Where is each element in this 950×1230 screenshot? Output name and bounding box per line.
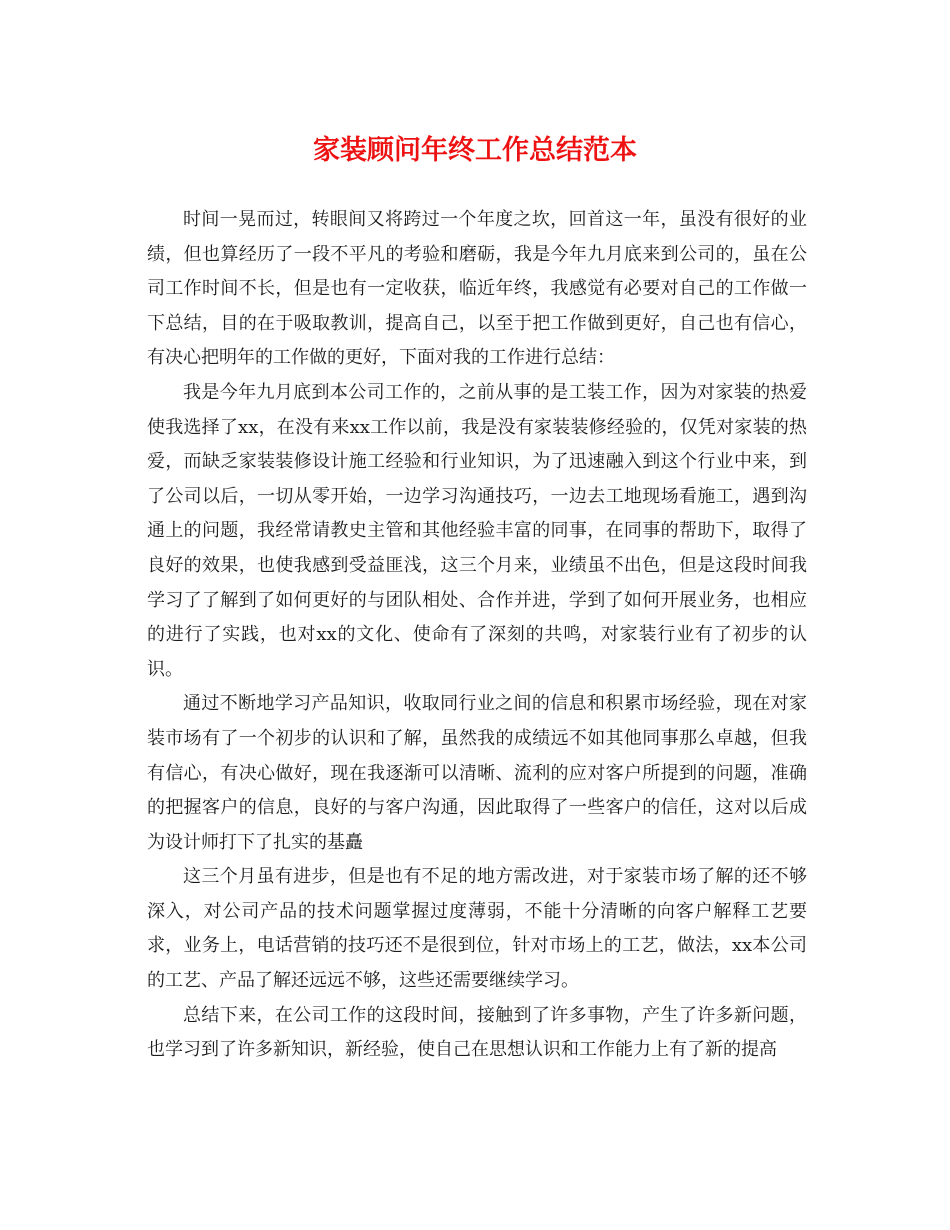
paragraph-3: 通过不断地学习产品知识，收取同行业之间的信息和积累市场经验，现在对家装市场有了一个初步的认识和了解，虽然我的成绩远不如其他同事那么卓越，但我有信心，有决心做好，现在我逐渐可以清晰、流利的应对客户所提到的问题，准确的把握客户的信息，良好的与客户沟通，因此取得了一些客户的信任，这对以后成为设计师打下了扎实的基矗 [147,693,807,853]
document-title: 家装顾问年终工作总结范本 [313,135,637,166]
paragraph-4: 这三个月虽有进步，但是也有不足的地方需改进，对于家装市场了解的还不够深入，对公司产品的技术问题掌握过度薄弱，不能十分清晰的向客户解释工艺要求，业务上，电话营销的技巧还不是很到位，针对市场上的工艺，做法，xx本公司的工艺、产品了解还远远不够，这些还需要继续学习。 [147,866,807,992]
document-body [147,203,807,1068]
paragraph-2: 我是今年九月底到本公司工作的，之前从事的是工装工作，因为对家装的热爱使我选择了xx，在没有来xx工作以前，我是没有家装装修经验的，仅凭对家装的热爱，而缺乏家装装修设计施工经验和行业知识，为了迅速融入到这个行业中来，到了公司以后，一切从零开始，一边学习沟通技巧，一边去工地现场看施工，遇到沟通上的问题，我经常请教史主管和其他经验丰富的同事，在同事的帮助下，取得了良好的效果，也使我感到受益匪浅，这三个月来，业绩虽不出色，但是这段时间我学习了了解到了如何更好的与团队相处、合作并进，学到了如何开展业务，也相应的进行了实践，也对xx的文化、使命有了深刻的共鸣，对家装行业有了初步的认识。 [147,381,807,680]
paragraph-1: 时间一晃而过，转眼间又将跨过一个年度之坎，回首这一年，虽没有很好的业绩，但也算经历了一段不平凡的考验和磨砺，我是今年九月底来到公司的，虽在公司工作时间不长，但是也有一定收获，临近年终，我感觉有必要对自己的工作做一下总结，目的在于吸取教训，提高自己，以至于把工作做到更好，自己也有信心，有决心把明年的工作做的更好，下面对我的工作进行总结： [147,209,807,369]
paragraph-5: 总结下来，在公司工作的这段时间，接触到了许多事物，产生了许多新问题，也学习到了许多新知识，新经验，使自己在思想认识和工作能力上有了新的提高 [147,1004,807,1061]
